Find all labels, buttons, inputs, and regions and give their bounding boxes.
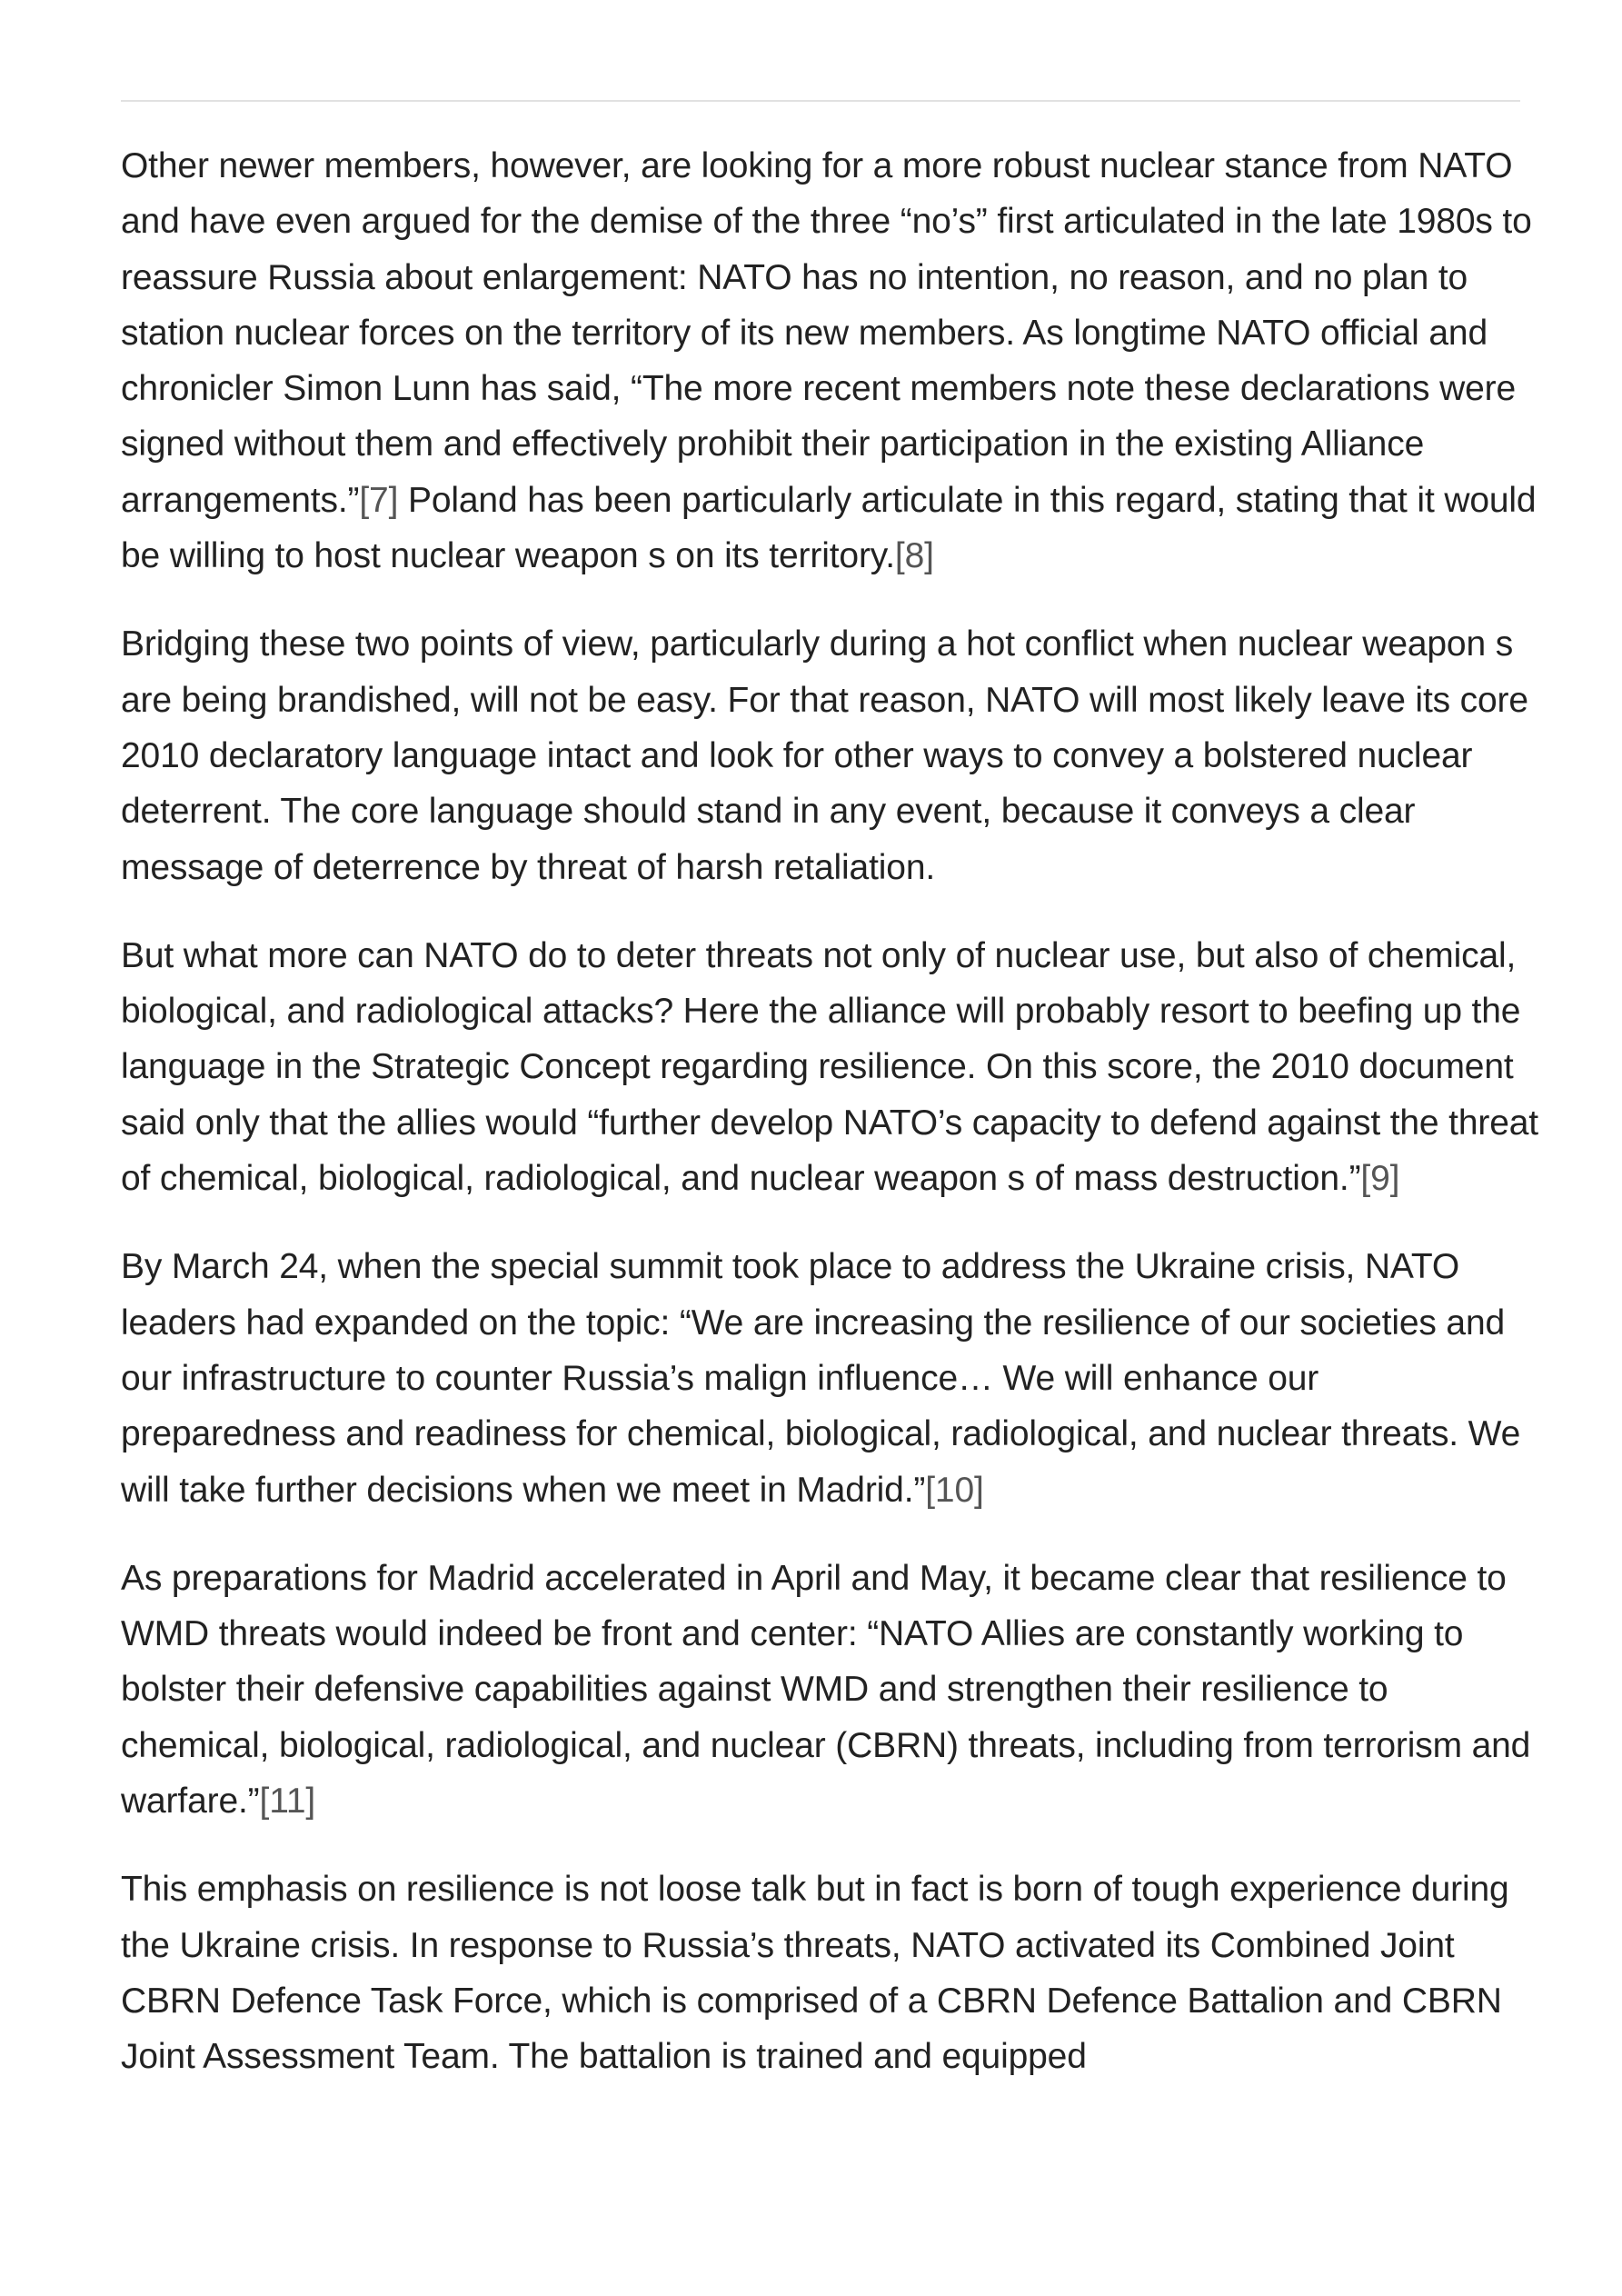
- text-segment: Other newer members, however, are looking for a more robust nuclear stance from NATO and have even argued for the demise of the three “no’s” first articulated in the late 1980s to reassure Russia about enlargement: NATO has no intention, no reason, and no plan to station nuclear forces on the territory of its new members. As longtime NATO official and chronicler Simon Lunn has said, “The more recent members note these declarations were signed without them and effectively prohibit their participation in the existing Alliance arrangements.”: [121, 146, 1532, 520]
- footnote-ref-7[interactable]: [7]: [359, 480, 399, 520]
- paragraph-3: [121, 928, 1538, 1206]
- paragraph-4: [121, 1239, 1538, 1517]
- paragraph-5: [121, 1551, 1538, 1829]
- text-segment: By March 24, when the special summit took place to address the Ukraine crisis, NATO leaders had expanded on the topic: “We are increasing the resilience of our societies and our infrastructure to counter Russia’s malign influence… We will enhance our preparedness and readiness for chemical, biological, radiological, and nuclear threats. We will take further decisions when we meet in Madrid.”: [121, 1247, 1521, 1510]
- text-segment: This emphasis on resilience is not loose talk but in fact is born of tough experience during the Ukraine crisis. In response to Russia’s threats, NATO activated its Combined Joint CBRN Defence Task Force, which is comprised of a CBRN Defence Battalion and CBRN Joint Assessment Team. The battalion is trained and equipped: [121, 1870, 1509, 2077]
- footnote-ref-8[interactable]: [8]: [894, 536, 934, 576]
- text-segment: But what more can NATO do to deter threats not only of nuclear use, but also of chemical, biological, and radiological attacks? Here the alliance will probably resort to beefing up the language in the Strategic Concept regarding resilience. On this score, the 2010 document said only that the allies would “further develop NATO’s capacity to defend against the threat of chemical, biological, radiological, and nuclear weapon s of mass destruction.”: [121, 935, 1538, 1199]
- footnote-ref-10[interactable]: [10]: [925, 1470, 984, 1510]
- text-segment: Poland has been particularly articulate in this regard, stating that it would be willing to host nuclear weapon s on its territory.: [121, 480, 1537, 576]
- top-divider: [121, 100, 1520, 102]
- footnote-ref-9[interactable]: [9]: [1360, 1159, 1400, 1199]
- paragraph-6: [121, 1862, 1538, 2084]
- paragraph-1: [121, 138, 1538, 584]
- text-segment: Bridging these two points of view, particularly during a hot conflict when nuclear weapon s are being brandished, will not be easy. For that reason, NATO will most likely leave its core 2010 declaratory language intact and look for other ways to convey a bolstered nuclear deterrent. The core language should stand in any event, because it conveys a clear message of deterrence by threat of harsh retaliation.: [121, 624, 1528, 887]
- paragraph-2: [121, 616, 1538, 894]
- text-segment: As preparations for Madrid accelerated in April and May, it became clear that resilience to WMD threats would indeed be front and center: “NATO Allies are constantly working to bolster their defensive capabilities against WMD and strengthen their resilience to chemical, biological, radiological, and nuclear (CBRN) threats, including from terrorism and warfare.”: [121, 1558, 1531, 1822]
- footnote-ref-11[interactable]: [11]: [259, 1782, 316, 1822]
- article-body: [121, 138, 1538, 2118]
